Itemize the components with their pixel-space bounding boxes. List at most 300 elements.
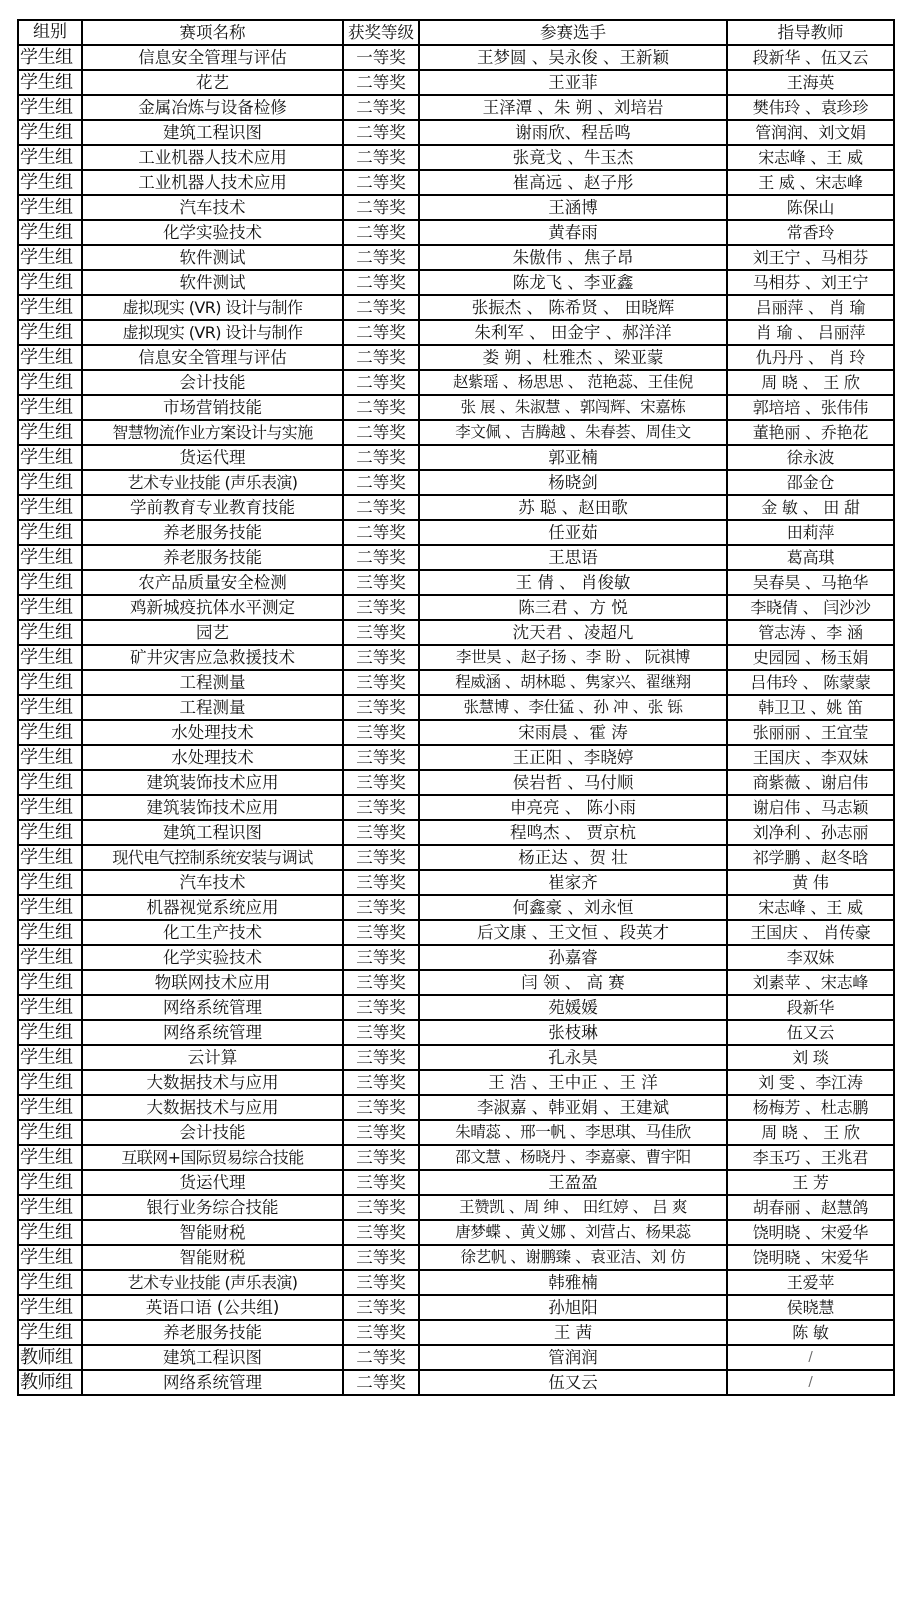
- award-level-cell: 三等奖: [343, 995, 419, 1020]
- event-cell: 工业机器人技术应用: [82, 145, 343, 170]
- group-cell: 教师组: [18, 1345, 82, 1370]
- header-group: 组别: [18, 20, 82, 45]
- table-row: [18, 195, 894, 220]
- table-row: [18, 1020, 894, 1045]
- players-cell: 陈龙飞 、李亚鑫: [419, 270, 727, 295]
- table-row: [18, 1045, 894, 1070]
- award-level-cell: 二等奖: [343, 220, 419, 245]
- table-row: [18, 445, 894, 470]
- group-cell: 学生组: [18, 1095, 82, 1120]
- table-row: [18, 1220, 894, 1245]
- event-cell: 养老服务技能: [82, 1320, 343, 1345]
- teachers-cell: 李双妹: [727, 945, 894, 970]
- table-row: [18, 495, 894, 520]
- table-row: [18, 145, 894, 170]
- players-cell: 陈三君 、方 悦: [419, 595, 727, 620]
- award-level-cell: 二等奖: [343, 170, 419, 195]
- players-cell: 申亮亮 、 陈小雨: [419, 795, 727, 820]
- players-cell: 邵文慧 、杨晓丹 、李嘉豪、曹宇阳: [419, 1145, 727, 1170]
- award-level-cell: 三等奖: [343, 1095, 419, 1120]
- event-cell: 虚拟现实 (VR) 设计与制作: [82, 295, 343, 320]
- award-level-cell: 三等奖: [343, 1195, 419, 1220]
- group-cell: 学生组: [18, 845, 82, 870]
- teachers-cell: 侯晓慧: [727, 1295, 894, 1320]
- table-row: [18, 170, 894, 195]
- group-cell: 学生组: [18, 720, 82, 745]
- table-row: [18, 270, 894, 295]
- event-cell: 虚拟现实 (VR) 设计与制作: [82, 320, 343, 345]
- award-results-table: [17, 19, 895, 1396]
- award-level-cell: 二等奖: [343, 520, 419, 545]
- teachers-cell: 邵金仓: [727, 470, 894, 495]
- teachers-cell: 肖 瑜 、 吕丽萍: [727, 320, 894, 345]
- table-row: [18, 120, 894, 145]
- award-level-cell: 三等奖: [343, 745, 419, 770]
- table-row: [18, 1245, 894, 1270]
- players-cell: 赵紫瑶 、杨思思 、 范艳蕊、王佳倪: [419, 370, 727, 395]
- teachers-cell: /: [727, 1370, 894, 1395]
- group-cell: 学生组: [18, 1245, 82, 1270]
- teachers-cell: 王 芳: [727, 1170, 894, 1195]
- event-cell: 会计技能: [82, 1120, 343, 1145]
- teachers-cell: /: [727, 1345, 894, 1370]
- award-level-cell: 二等奖: [343, 320, 419, 345]
- players-cell: 王赞凯 、周 绅 、 田红婷 、 吕 爽: [419, 1195, 727, 1220]
- teachers-cell: 常香玲: [727, 220, 894, 245]
- players-cell: 王涵博: [419, 195, 727, 220]
- event-cell: 货运代理: [82, 445, 343, 470]
- award-level-cell: 二等奖: [343, 145, 419, 170]
- table-row: [18, 245, 894, 270]
- event-cell: 汽车技术: [82, 195, 343, 220]
- table-row: [18, 1145, 894, 1170]
- table-row: [18, 995, 894, 1020]
- award-level-cell: 一等奖: [343, 45, 419, 70]
- players-cell: 朱晴蕊 、邢一帆 、李思琪、马佳欣: [419, 1120, 727, 1145]
- event-cell: 化学实验技术: [82, 945, 343, 970]
- players-cell: 朱利军 、 田金宇 、郝洋洋: [419, 320, 727, 345]
- table-row: [18, 320, 894, 345]
- players-cell: 王 茜: [419, 1320, 727, 1345]
- teachers-cell: 刘素苹 、宋志峰: [727, 970, 894, 995]
- group-cell: 学生组: [18, 370, 82, 395]
- players-cell: 崔家齐: [419, 870, 727, 895]
- group-cell: 学生组: [18, 95, 82, 120]
- players-cell: 张 展 、朱淑慧 、郭闯辉、宋嘉栋: [419, 395, 727, 420]
- award-level-cell: 三等奖: [343, 720, 419, 745]
- award-level-cell: 二等奖: [343, 70, 419, 95]
- award-level-cell: 三等奖: [343, 620, 419, 645]
- teachers-cell: 李玉巧 、王兆君: [727, 1145, 894, 1170]
- event-cell: 建筑工程识图: [82, 820, 343, 845]
- group-cell: 学生组: [18, 945, 82, 970]
- teachers-cell: 吕伟玲 、 陈蒙蒙: [727, 670, 894, 695]
- group-cell: 学生组: [18, 520, 82, 545]
- teachers-cell: 陈 敏: [727, 1320, 894, 1345]
- players-cell: 王正阳 、李晓婷: [419, 745, 727, 770]
- header-teachers: 指导教师: [727, 20, 894, 45]
- group-cell: 学生组: [18, 1020, 82, 1045]
- teachers-cell: 王国庆 、 肖传豪: [727, 920, 894, 945]
- table-row: [18, 695, 894, 720]
- event-cell: 水处理技术: [82, 745, 343, 770]
- group-cell: 学生组: [18, 495, 82, 520]
- event-cell: 农产品质量安全检测: [82, 570, 343, 595]
- group-cell: 学生组: [18, 1320, 82, 1345]
- group-cell: 学生组: [18, 320, 82, 345]
- players-cell: 娄 朔 、杜雅杰 、梁亚蒙: [419, 345, 727, 370]
- table-row: [18, 745, 894, 770]
- header-event: 赛项名称: [82, 20, 343, 45]
- players-cell: 孙旭阳: [419, 1295, 727, 1320]
- group-cell: 学生组: [18, 620, 82, 645]
- group-cell: 学生组: [18, 1220, 82, 1245]
- event-cell: 工程测量: [82, 695, 343, 720]
- players-cell: 何鑫豪 、刘永恒: [419, 895, 727, 920]
- players-cell: 伍又云: [419, 1370, 727, 1395]
- table-row: [18, 345, 894, 370]
- teachers-cell: 田莉萍: [727, 520, 894, 545]
- teachers-cell: 伍又云: [727, 1020, 894, 1045]
- teachers-cell: 韩卫卫 、姚 笛: [727, 695, 894, 720]
- table-row: [18, 45, 894, 70]
- table-row: [18, 1295, 894, 1320]
- group-cell: 学生组: [18, 1295, 82, 1320]
- group-cell: 学生组: [18, 345, 82, 370]
- table-row: [18, 1170, 894, 1195]
- event-cell: 现代电气控制系统安装与调试: [82, 845, 343, 870]
- award-level-cell: 三等奖: [343, 695, 419, 720]
- teachers-cell: 刘 琰: [727, 1045, 894, 1070]
- award-level-cell: 三等奖: [343, 1295, 419, 1320]
- players-cell: 王泽潭 、朱 朔 、刘培岩: [419, 95, 727, 120]
- players-cell: 谢雨欣、程岳鸣: [419, 120, 727, 145]
- table-row: [18, 1270, 894, 1295]
- table-row: [18, 70, 894, 95]
- teachers-cell: 商紫薇 、谢启伟: [727, 770, 894, 795]
- group-cell: 学生组: [18, 1120, 82, 1145]
- teachers-cell: 王爱苹: [727, 1270, 894, 1295]
- table-row: [18, 720, 894, 745]
- award-level-cell: 二等奖: [343, 245, 419, 270]
- players-cell: 杨晓剑: [419, 470, 727, 495]
- players-cell: 崔高远 、赵子彤: [419, 170, 727, 195]
- group-cell: 学生组: [18, 970, 82, 995]
- teachers-cell: 黄 伟: [727, 870, 894, 895]
- group-cell: 学生组: [18, 745, 82, 770]
- players-cell: 沈天君 、凌超凡: [419, 620, 727, 645]
- table-row: [18, 820, 894, 845]
- event-cell: 化学实验技术: [82, 220, 343, 245]
- table-row: [18, 295, 894, 320]
- teachers-cell: 宋志峰 、王 威: [727, 145, 894, 170]
- event-cell: 化工生产技术: [82, 920, 343, 945]
- table-row: [18, 670, 894, 695]
- award-level-cell: 二等奖: [343, 445, 419, 470]
- table-row: [18, 95, 894, 120]
- teachers-cell: 李晓倩 、 闫沙沙: [727, 595, 894, 620]
- teachers-cell: 王 威 、宋志峰: [727, 170, 894, 195]
- players-cell: 后文康 、王文恒 、段英才: [419, 920, 727, 945]
- event-cell: 工业机器人技术应用: [82, 170, 343, 195]
- award-level-cell: 二等奖: [343, 1370, 419, 1395]
- table-row: [18, 1095, 894, 1120]
- players-cell: 任亚茹: [419, 520, 727, 545]
- teachers-cell: 宋志峰 、王 威: [727, 895, 894, 920]
- players-cell: 程鸣杰 、 贾京杭: [419, 820, 727, 845]
- award-level-cell: 三等奖: [343, 845, 419, 870]
- event-cell: 软件测试: [82, 270, 343, 295]
- award-level-cell: 三等奖: [343, 945, 419, 970]
- event-cell: 养老服务技能: [82, 545, 343, 570]
- group-cell: 学生组: [18, 195, 82, 220]
- event-cell: 智能财税: [82, 1245, 343, 1270]
- players-cell: 王思语: [419, 545, 727, 570]
- teachers-cell: 管润润、刘文娟: [727, 120, 894, 145]
- teachers-cell: 陈保山: [727, 195, 894, 220]
- event-cell: 汽车技术: [82, 870, 343, 895]
- award-level-cell: 三等奖: [343, 795, 419, 820]
- teachers-cell: 谢启伟 、马志颖: [727, 795, 894, 820]
- players-cell: 王 浩 、王中正 、王 洋: [419, 1070, 727, 1095]
- event-cell: 英语口语 (公共组): [82, 1295, 343, 1320]
- table-row: [18, 945, 894, 970]
- award-level-cell: 二等奖: [343, 95, 419, 120]
- teachers-cell: 刘王宁 、马相芬: [727, 245, 894, 270]
- award-level-cell: 三等奖: [343, 1320, 419, 1345]
- award-level-cell: 二等奖: [343, 270, 419, 295]
- award-level-cell: 二等奖: [343, 370, 419, 395]
- event-cell: 大数据技术与应用: [82, 1095, 343, 1120]
- teachers-cell: 仇丹丹 、 肖 玲: [727, 345, 894, 370]
- event-cell: 建筑工程识图: [82, 120, 343, 145]
- event-cell: 建筑工程识图: [82, 1345, 343, 1370]
- event-cell: 信息安全管理与评估: [82, 45, 343, 70]
- players-cell: 苑媛媛: [419, 995, 727, 1020]
- table-row: [18, 920, 894, 945]
- teachers-cell: 段新华 、伍又云: [727, 45, 894, 70]
- group-cell: 学生组: [18, 295, 82, 320]
- teachers-cell: 周 晓 、 王 欣: [727, 370, 894, 395]
- award-level-cell: 二等奖: [343, 395, 419, 420]
- teachers-cell: 董艳丽 、乔艳花: [727, 420, 894, 445]
- teachers-cell: 樊伟玲 、袁珍珍: [727, 95, 894, 120]
- group-cell: 学生组: [18, 920, 82, 945]
- event-cell: 物联网技术应用: [82, 970, 343, 995]
- table-row: [18, 470, 894, 495]
- players-cell: 王 倩 、 肖俊敏: [419, 570, 727, 595]
- award-level-cell: 三等奖: [343, 1270, 419, 1295]
- table-row: [18, 520, 894, 545]
- group-cell: 学生组: [18, 895, 82, 920]
- event-cell: 网络系统管理: [82, 995, 343, 1020]
- group-cell: 学生组: [18, 395, 82, 420]
- group-cell: 学生组: [18, 1195, 82, 1220]
- players-cell: 侯岩哲 、马付顺: [419, 770, 727, 795]
- teachers-cell: 王海英: [727, 70, 894, 95]
- table-row: [18, 770, 894, 795]
- table-row: [18, 1345, 894, 1370]
- players-cell: 杨正达 、贺 壮: [419, 845, 727, 870]
- teachers-cell: 张丽丽 、王宜莹: [727, 720, 894, 745]
- group-cell: 学生组: [18, 45, 82, 70]
- teachers-cell: 祁学鹏 、赵冬晗: [727, 845, 894, 870]
- players-cell: 李世昊 、赵子扬 、李 盼 、 阮祺博: [419, 645, 727, 670]
- table-row: [18, 970, 894, 995]
- event-cell: 艺术专业技能 (声乐表演): [82, 1270, 343, 1295]
- group-cell: 学生组: [18, 695, 82, 720]
- event-cell: 货运代理: [82, 1170, 343, 1195]
- players-cell: 朱傲伟 、焦子昂: [419, 245, 727, 270]
- event-cell: 信息安全管理与评估: [82, 345, 343, 370]
- players-cell: 孙嘉睿: [419, 945, 727, 970]
- teachers-cell: 饶明晓 、宋爱华: [727, 1245, 894, 1270]
- teachers-cell: 徐永波: [727, 445, 894, 470]
- award-level-cell: 三等奖: [343, 1120, 419, 1145]
- players-cell: 张枝琳: [419, 1020, 727, 1045]
- table-row: [18, 620, 894, 645]
- teachers-cell: 郭培培 、张伟伟: [727, 395, 894, 420]
- event-cell: 大数据技术与应用: [82, 1070, 343, 1095]
- event-cell: 学前教育专业教育技能: [82, 495, 343, 520]
- teachers-cell: 段新华: [727, 995, 894, 1020]
- event-cell: 建筑装饰技术应用: [82, 770, 343, 795]
- award-level-cell: 三等奖: [343, 570, 419, 595]
- table-row: [18, 1320, 894, 1345]
- table-row: [18, 1120, 894, 1145]
- group-cell: 学生组: [18, 145, 82, 170]
- header-award-level: 获奖等级: [343, 20, 419, 45]
- group-cell: 学生组: [18, 670, 82, 695]
- group-cell: 学生组: [18, 795, 82, 820]
- event-cell: 机器视觉系统应用: [82, 895, 343, 920]
- event-cell: 会计技能: [82, 370, 343, 395]
- event-cell: 水处理技术: [82, 720, 343, 745]
- group-cell: 学生组: [18, 545, 82, 570]
- group-cell: 学生组: [18, 1070, 82, 1095]
- award-level-cell: 三等奖: [343, 1220, 419, 1245]
- teachers-cell: 吴春昊 、马艳华: [727, 570, 894, 595]
- table-row: [18, 1195, 894, 1220]
- players-cell: 闫 领 、 高 赛: [419, 970, 727, 995]
- table-row: [18, 545, 894, 570]
- table-row: [18, 1370, 894, 1395]
- group-cell: 学生组: [18, 770, 82, 795]
- group-cell: 学生组: [18, 995, 82, 1020]
- group-cell: 学生组: [18, 595, 82, 620]
- table-row: [18, 1070, 894, 1095]
- group-cell: 学生组: [18, 120, 82, 145]
- players-cell: 苏 聪 、赵田歌: [419, 495, 727, 520]
- players-cell: 管润润: [419, 1345, 727, 1370]
- award-level-cell: 三等奖: [343, 1070, 419, 1095]
- group-cell: 学生组: [18, 1170, 82, 1195]
- table-row: [18, 220, 894, 245]
- group-cell: 学生组: [18, 70, 82, 95]
- table-row: [18, 645, 894, 670]
- players-cell: 韩雅楠: [419, 1270, 727, 1295]
- event-cell: 艺术专业技能 (声乐表演): [82, 470, 343, 495]
- table-row: [18, 595, 894, 620]
- event-cell: 云计算: [82, 1045, 343, 1070]
- table-body: [18, 45, 894, 1395]
- group-cell: 学生组: [18, 470, 82, 495]
- award-level-cell: 二等奖: [343, 420, 419, 445]
- award-level-cell: 三等奖: [343, 895, 419, 920]
- event-cell: 软件测试: [82, 245, 343, 270]
- event-cell: 银行业务综合技能: [82, 1195, 343, 1220]
- award-level-cell: 二等奖: [343, 345, 419, 370]
- players-cell: 郭亚楠: [419, 445, 727, 470]
- event-cell: 矿井灾害应急救援技术: [82, 645, 343, 670]
- teachers-cell: 史园园 、杨玉娟: [727, 645, 894, 670]
- group-cell: 学生组: [18, 870, 82, 895]
- award-level-cell: 二等奖: [343, 195, 419, 220]
- table-row: [18, 370, 894, 395]
- group-cell: 学生组: [18, 270, 82, 295]
- players-cell: 李文佩 、吉腾越 、朱春荟、周佳文: [419, 420, 727, 445]
- players-cell: 徐艺帆 、谢鹏臻 、袁亚洁、刘 仿: [419, 1245, 727, 1270]
- event-cell: 鸡新城疫抗体水平测定: [82, 595, 343, 620]
- award-level-cell: 二等奖: [343, 495, 419, 520]
- award-level-cell: 三等奖: [343, 595, 419, 620]
- players-cell: 王亚菲: [419, 70, 727, 95]
- group-cell: 学生组: [18, 1270, 82, 1295]
- award-level-cell: 二等奖: [343, 470, 419, 495]
- players-cell: 王梦圆 、吴永俊 、王新颖: [419, 45, 727, 70]
- award-level-cell: 三等奖: [343, 820, 419, 845]
- event-cell: 建筑装饰技术应用: [82, 795, 343, 820]
- teachers-cell: 吕丽萍 、 肖 瑜: [727, 295, 894, 320]
- award-level-cell: 三等奖: [343, 645, 419, 670]
- event-cell: 网络系统管理: [82, 1020, 343, 1045]
- teachers-cell: 刘净利 、孙志丽: [727, 820, 894, 845]
- players-cell: 唐梦蝶 、黄义娜 、刘营占、杨果蕊: [419, 1220, 727, 1245]
- table-row: [18, 870, 894, 895]
- event-cell: 工程测量: [82, 670, 343, 695]
- event-cell: 市场营销技能: [82, 395, 343, 420]
- award-level-cell: 三等奖: [343, 1020, 419, 1045]
- event-cell: 养老服务技能: [82, 520, 343, 545]
- award-level-cell: 三等奖: [343, 870, 419, 895]
- group-cell: 学生组: [18, 820, 82, 845]
- award-level-cell: 二等奖: [343, 295, 419, 320]
- teachers-cell: 饶明晓 、宋爱华: [727, 1220, 894, 1245]
- award-level-cell: 二等奖: [343, 545, 419, 570]
- event-cell: 园艺: [82, 620, 343, 645]
- players-cell: 黄春雨: [419, 220, 727, 245]
- teachers-cell: 胡春丽 、赵慧鸽: [727, 1195, 894, 1220]
- players-cell: 李淑嘉 、韩亚娟 、王建斌: [419, 1095, 727, 1120]
- award-level-cell: 三等奖: [343, 1145, 419, 1170]
- group-cell: 学生组: [18, 170, 82, 195]
- event-cell: 花艺: [82, 70, 343, 95]
- players-cell: 王盈盈: [419, 1170, 727, 1195]
- award-level-cell: 二等奖: [343, 120, 419, 145]
- group-cell: 学生组: [18, 445, 82, 470]
- players-cell: 程威涵 、胡林聪 、隽家兴、翟继翔: [419, 670, 727, 695]
- group-cell: 学生组: [18, 1045, 82, 1070]
- award-level-cell: 三等奖: [343, 1045, 419, 1070]
- group-cell: 学生组: [18, 645, 82, 670]
- event-cell: 智能财税: [82, 1220, 343, 1245]
- players-cell: 宋雨晨 、霍 涛: [419, 720, 727, 745]
- award-level-cell: 三等奖: [343, 920, 419, 945]
- table-row: [18, 570, 894, 595]
- teachers-cell: 周 晓 、 王 欣: [727, 1120, 894, 1145]
- award-level-cell: 三等奖: [343, 670, 419, 695]
- players-cell: 张竟戈 、牛玉杰: [419, 145, 727, 170]
